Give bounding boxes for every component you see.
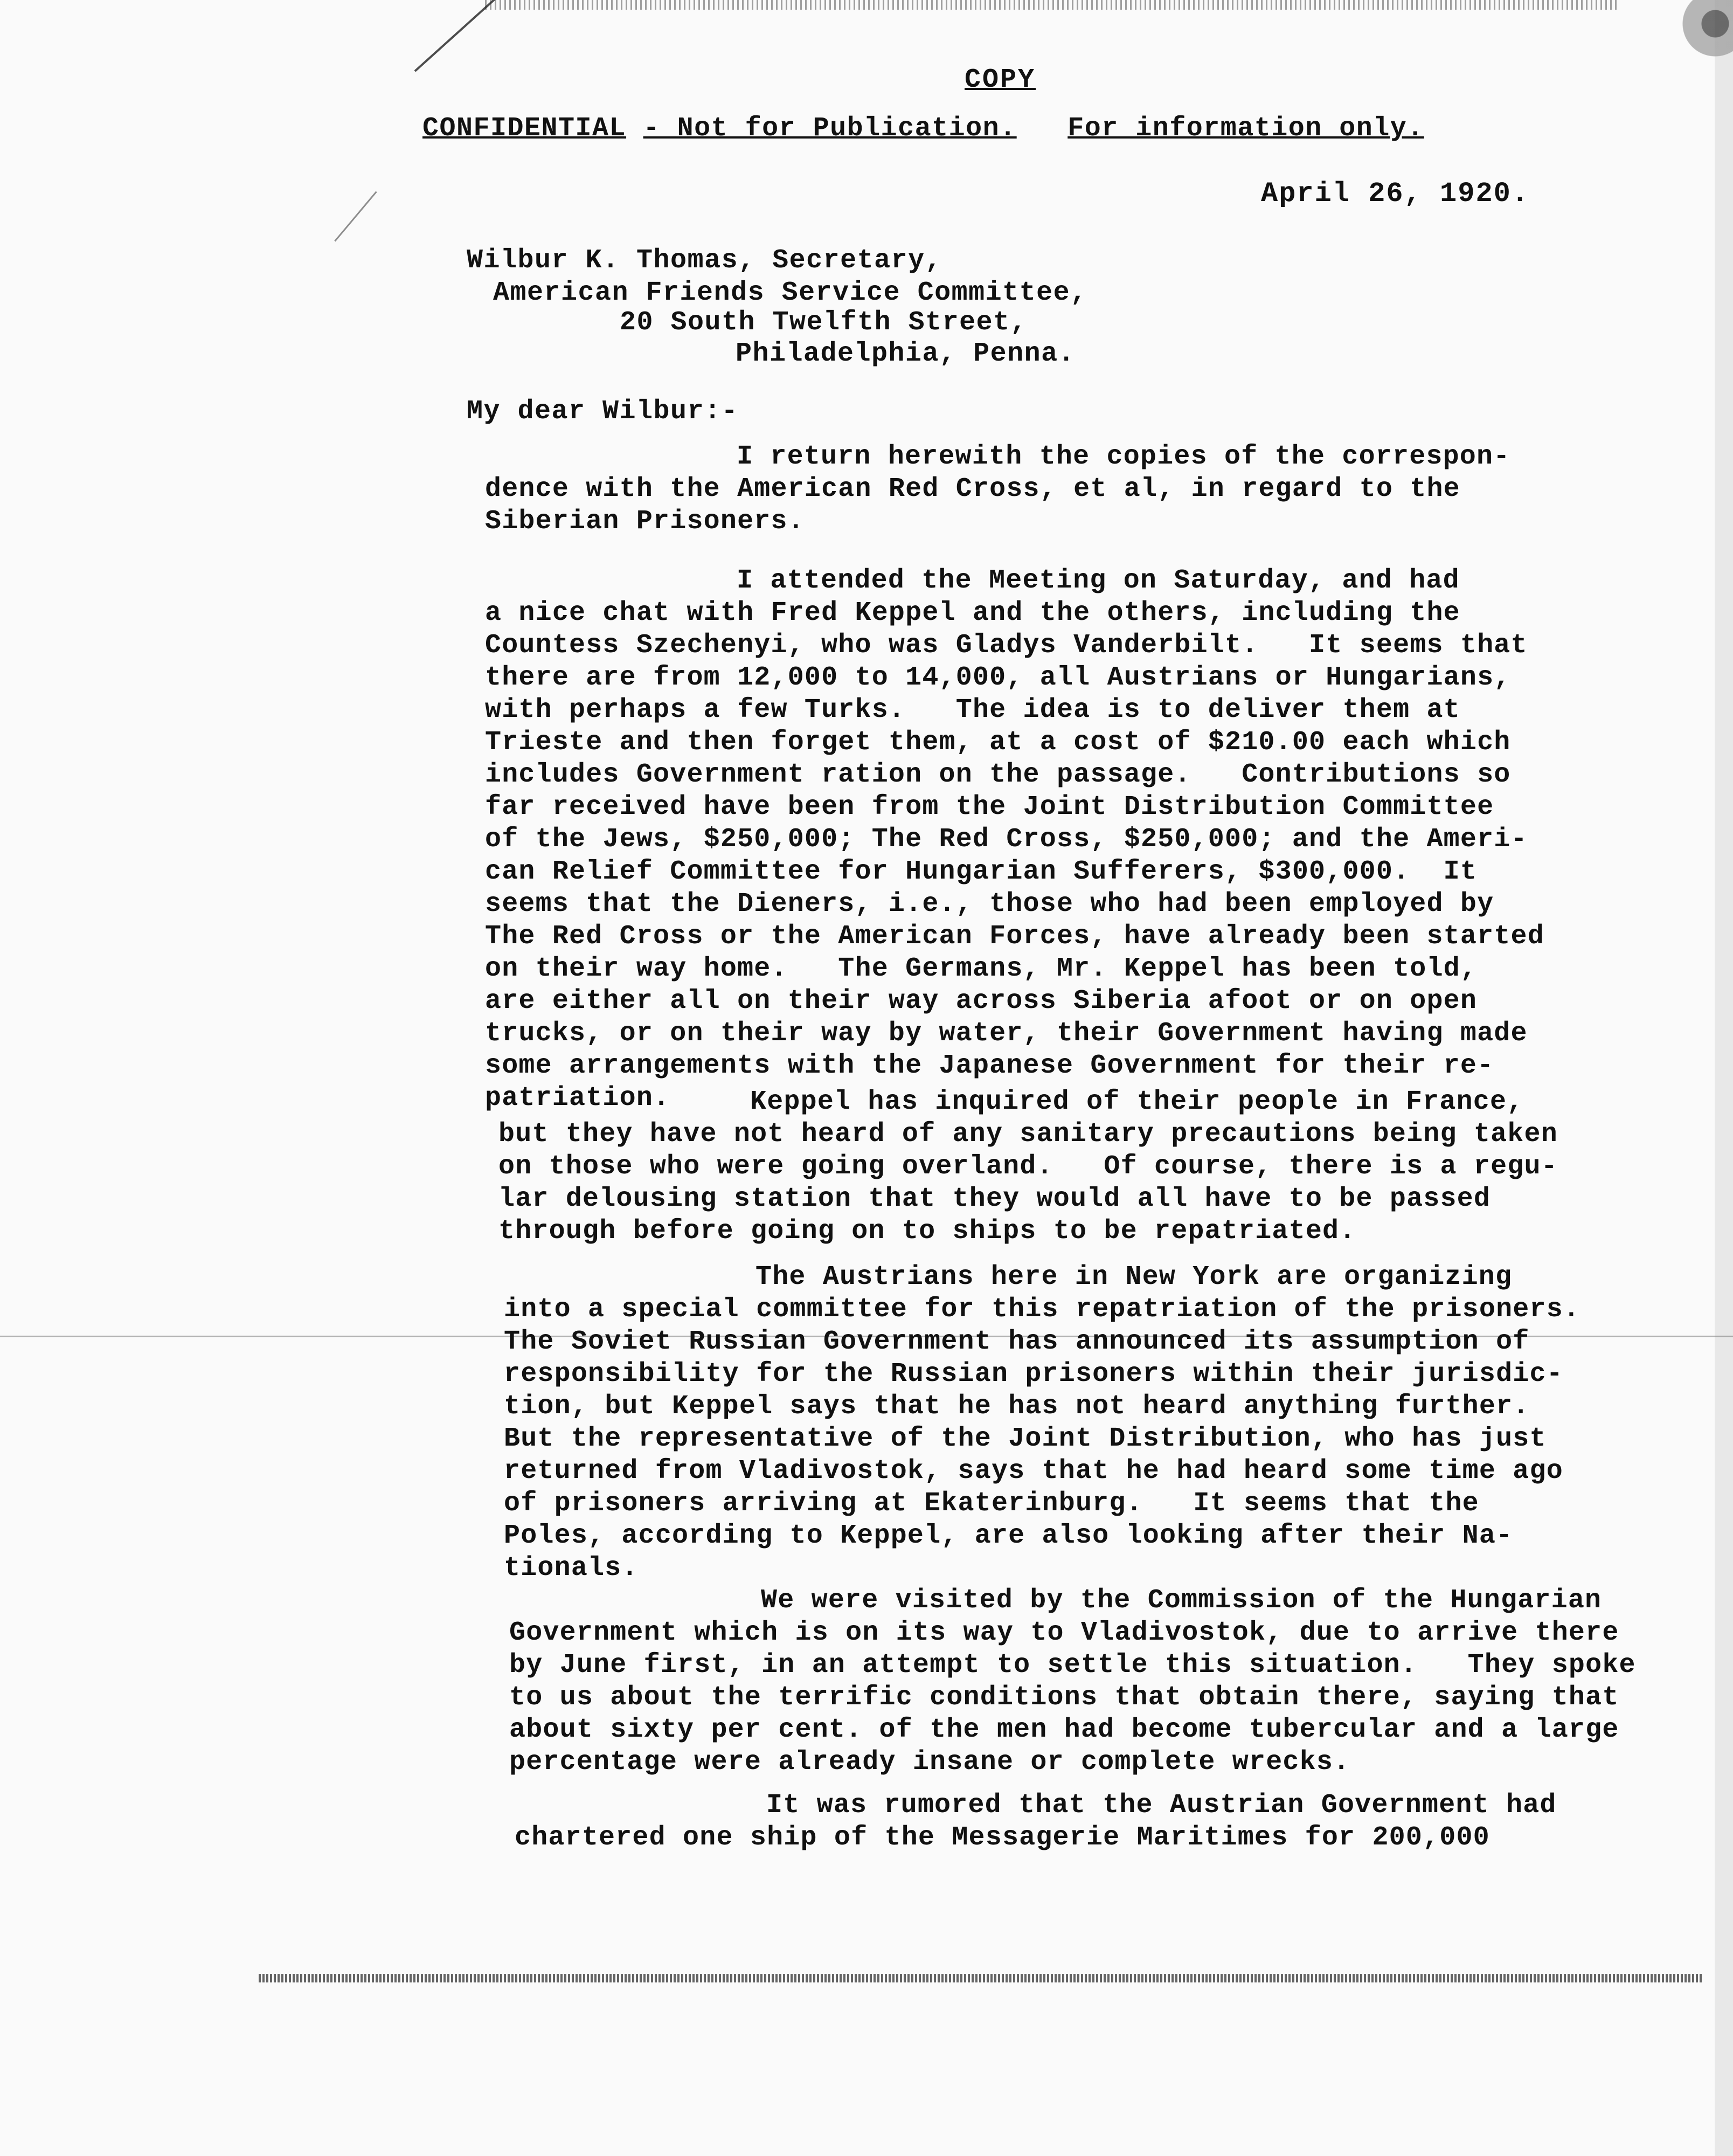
paragraph-line: Countess Szechenyi, who was Gladys Vanderbilt. It seems that	[485, 630, 1528, 661]
paragraph-line: tionals.	[504, 1553, 639, 1584]
confidential-label: CONFIDENTIAL	[422, 113, 627, 144]
paragraph-line: Poles, according to Keppel, are also looking after their Na-	[504, 1521, 1513, 1551]
not-for-publication-label: - Not for Publication.	[643, 113, 1017, 144]
paragraph-line: I attended the Meeting on Saturday, and had	[737, 565, 1460, 596]
paragraph-line: Siberian Prisoners.	[485, 506, 805, 537]
paragraph-line: by June first, in an attempt to settle this situation. They spoke	[509, 1650, 1636, 1681]
paragraph-line: includes Government ration on the passage. Contributions so	[485, 759, 1511, 790]
confidentiality-notice	[422, 113, 1424, 144]
paragraph-line: The Soviet Russian Government has announced its assumption of	[504, 1326, 1530, 1357]
paragraph-line: into a special committee for this repatriation of the prisoners.	[504, 1294, 1581, 1325]
information-only-label: For information only.	[1067, 113, 1424, 144]
paragraph-3	[498, 1086, 1558, 1248]
paragraph-line: But the representative of the Joint Distribution, who has just	[504, 1423, 1547, 1454]
paragraph-line: Keppel has inquired of their people in France,	[750, 1087, 1524, 1117]
scan-edge-right	[1715, 0, 1733, 2156]
margin-pen-mark-small	[334, 191, 377, 242]
paragraph-line: through before going on to ships to be repatriated.	[498, 1216, 1356, 1247]
address-line-3: 20 South Twelfth Street,	[620, 307, 1028, 338]
paragraph-2	[485, 565, 1544, 1115]
letter-date: April 26, 1920.	[1261, 178, 1530, 210]
address-line-1: Wilbur K. Thomas, Secretary,	[467, 245, 942, 276]
paragraph-line: responsibility for the Russian prisoners within their jurisdic-	[504, 1359, 1563, 1390]
paragraph-line: dence with the American Red Cross, et al, in regard to the	[485, 474, 1460, 505]
paragraph-5	[509, 1585, 1636, 1779]
paragraph-line: returned from Vladivostok, says that he had heard some time ago	[504, 1456, 1563, 1487]
paragraph-line: a nice chat with Fred Keppel and the others, including the	[485, 598, 1460, 628]
paragraph-line: chartered one ship of the Messagerie Maritimes for 200,000	[515, 1822, 1490, 1853]
scan-edge-bottom	[259, 1974, 1703, 1982]
paragraph-line: percentage were already insane or complete wrecks.	[509, 1747, 1350, 1778]
paragraph-line: Trieste and then forget them, at a cost of $210.00 each which	[485, 727, 1511, 758]
paragraph-line: on their way home. The Germans, Mr. Keppel has been told,	[485, 953, 1478, 984]
margin-pen-mark	[414, 0, 508, 72]
address-line-2: American Friends Service Committee,	[493, 278, 1087, 308]
paragraph-line: trucks, or on their way by water, their Government having made	[485, 1018, 1528, 1049]
paragraph-line: there are from 12,000 to 14,000, all Austrians or Hungarians,	[485, 662, 1511, 693]
paragraph-line: some arrangements with the Japanese Government for their re-	[485, 1051, 1494, 1081]
paragraph-line: patriation.	[485, 1083, 670, 1114]
paragraph-line: of prisoners arriving at Ekaterinburg. It seems that the	[504, 1488, 1479, 1519]
paragraph-line: far received have been from the Joint Distribution Committee	[485, 792, 1494, 823]
paragraph-line: It was rumored that the Austrian Government had	[766, 1790, 1557, 1821]
paragraph-line: tion, but Keppel says that he has not heard anything further.	[504, 1391, 1530, 1422]
paragraph-line: lar delousing station that they would all have to be passed	[498, 1184, 1491, 1214]
copy-heading: COPY	[965, 65, 1036, 95]
paragraph-line: seems that the Dieners, i.e., those who had been employed by	[485, 889, 1494, 920]
paragraph-line: Government which is on its way to Vladivostok, due to arrive there	[509, 1618, 1619, 1648]
paragraph-line: of the Jews, $250,000; The Red Cross, $250,000; and the Ameri-	[485, 824, 1528, 855]
paragraph-4	[504, 1261, 1580, 1585]
paragraph-line: with perhaps a few Turks. The idea is to deliver them at	[485, 695, 1460, 725]
salutation: My dear Wilbur:-	[467, 396, 739, 427]
paragraph-1	[485, 441, 1510, 538]
paragraph-line: are either all on their way across Siberia afoot or on open	[485, 986, 1478, 1017]
paragraph-6	[515, 1789, 1557, 1854]
paragraph-line: I return herewith the copies of the correspon-	[737, 441, 1510, 472]
paragraph-line: to us about the terrific conditions that obtain there, saying that	[509, 1682, 1619, 1713]
scan-edge-top	[485, 0, 1617, 10]
address-line-4: Philadelphia, Penna.	[736, 338, 1076, 369]
paragraph-line: The Red Cross or the American Forces, have already been started	[485, 921, 1544, 952]
paragraph-line: The Austrians here in New York are organizing	[755, 1262, 1513, 1293]
paragraph-line: can Relief Committee for Hungarian Sufferers, $300,000. It	[485, 856, 1478, 887]
paragraph-line: about sixty per cent. of the men had become tubercular and a large	[509, 1715, 1619, 1745]
paragraph-line: but they have not heard of any sanitary precautions being taken	[498, 1119, 1558, 1150]
paragraph-line: We were visited by the Commission of the Hungarian	[761, 1585, 1602, 1616]
paragraph-line: on those who were going overland. Of course, there is a regu-	[498, 1151, 1558, 1182]
scan-corner-mark	[1674, 0, 1733, 59]
